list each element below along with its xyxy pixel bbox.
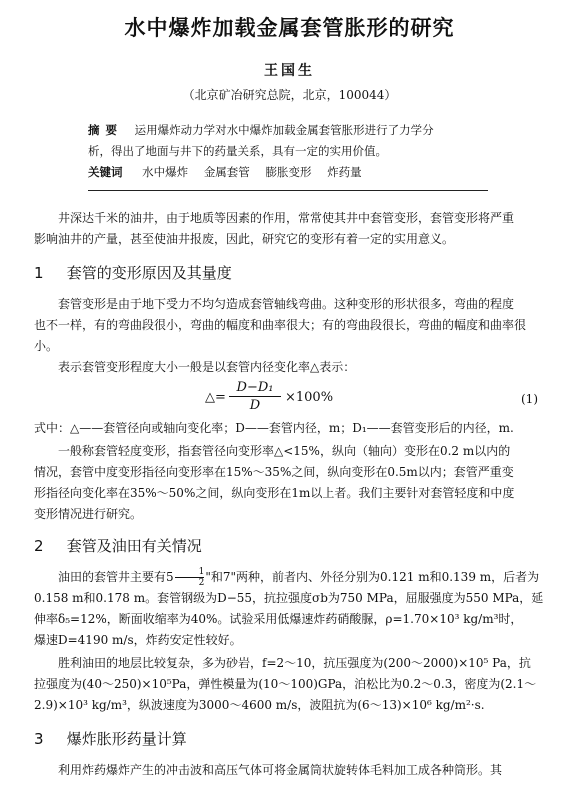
keyword-item: 膨胀变形: [265, 165, 312, 179]
s2-p2-line-1: 胜利油田的地层比较复杂，多为砂岩，f=2～10，抗压强度为(200～2000)×10⁵ Pa，抗: [58, 656, 531, 670]
section-1-heading: [34, 262, 232, 283]
equation-fraction: [229, 380, 281, 413]
s1-p3-line-1: 一般称套管轻度变形，指套管径向变形率△<15%，纵向（轴向）变形在0.2 m以内的: [58, 444, 511, 458]
s2-p1-line-1-b: "和7"两种，前者内、外径分别为0.121 m和0.139 m，后者为: [205, 570, 540, 584]
s1-p2: 表示套管变形程度大小一般是以套管内径变化率△表示：: [58, 360, 356, 374]
section-number: 3: [34, 730, 44, 748]
s1-p1-line-3: 小。: [34, 339, 59, 353]
author-name: 王国生: [264, 63, 315, 79]
s1-p3-line-4: 变形情况进行研究。: [34, 507, 143, 521]
keywords-label: 关键词: [88, 165, 123, 179]
author-affiliation: （北京矿冶研究总院，北京，100044）: [182, 88, 397, 102]
section-2-heading: [34, 535, 202, 556]
s2-p2-line-2: 拉强度为(40～250)×10⁵Pa，弹性模量为(10～100)GPa，泊松比为0.2～0.3，密度为(2.1～: [34, 677, 537, 691]
abstract-label: 摘要: [88, 123, 123, 137]
s2-p1-line-4: 爆速D=4190 m/s，炸药安定性较好。: [34, 633, 242, 647]
s2-p2-line-3: 2.9)×10³ kg/m³，纵波速度为3000～4600 m/s，波阻抗为(6～13)×10⁶ kg/m²·s.: [34, 698, 485, 712]
abstract-text-1: 运用爆炸动力学对水中爆炸加载金属套管胀形进行了力学分: [134, 123, 434, 137]
keyword-item: 水中爆炸: [142, 165, 189, 179]
abstract-line-2: 析，得出了地面与井下的药量关系，具有一定的实用价值。: [88, 144, 387, 158]
fraction-bar: [229, 396, 281, 397]
intro-line-2: 影响油井的产量，甚至使油井报废，因此，研究它的变形有着一定的实用意义。: [34, 232, 455, 246]
equation-denominator: D: [249, 398, 261, 413]
equation-numerator: D−D₁: [236, 380, 274, 395]
section-number: 2: [34, 537, 44, 555]
section-title: 爆炸胀形药量计算: [66, 730, 187, 748]
keyword-item: 炸药量: [327, 165, 362, 179]
abstract-divider: [88, 190, 488, 191]
intro-line-1: 井深达千米的油井，由于地质等因素的作用，常常使其井中套管变形，套管变形将严重: [58, 211, 515, 225]
equation-number: (1): [521, 392, 538, 406]
keyword-item: 金属套管: [203, 165, 250, 179]
paper-title: 水中爆炸加载金属套管胀形的研究: [124, 16, 455, 40]
section-title: 套管的变形原因及其量度: [66, 264, 232, 282]
s1-p1-line-2: 也不一样，有的弯曲段很小，弯曲的幅度和曲率很大；有的弯曲段很长，弯曲的幅度和曲率很: [34, 318, 527, 332]
inline-fraction: [175, 567, 205, 588]
section-title: 套管及油田有关情况: [66, 537, 202, 555]
s2-p1-line-3: 伸率δ₅=12%，断面收缩率为40%。试验采用低爆速炸药硝酸脲，ρ=1.70×10³ kg/m³时，: [34, 612, 523, 626]
s1-p1-line-1: 套管变形是由于地下受力不均匀造成套管轴线弯曲。这种变形的形状很多，弯曲的程度: [58, 297, 515, 311]
inline-fraction-den: 2: [198, 578, 205, 588]
s2-p1-line-2: 0.158 m和0.178 m。套管钢级为D−55，抗拉强度σb为750 MPa，屈服强度为550 MPa，延: [34, 591, 544, 605]
s2-p1-line-1-a: 油田的套管井主要有5: [58, 570, 174, 584]
keywords: [88, 162, 528, 183]
s1-p3-line-2: 情况，套管中度变形指径向变形率在15%～35%之间，纵向变形在0.5m以内；套管严重变: [34, 465, 514, 479]
equation-tail: ×100%: [285, 390, 334, 405]
section-3-heading: [34, 728, 187, 749]
inline-fraction-num: 1: [198, 567, 205, 577]
s2-p1-line-1: [34, 567, 550, 588]
s3-p1-line-1: 利用炸药爆炸产生的冲击波和高压气体可将金属筒状旋转体毛料加工成各种筒形。其: [58, 763, 503, 777]
section-number: 1: [34, 264, 44, 282]
equation-1: [205, 378, 405, 418]
abstract-line-1: [88, 120, 528, 141]
where-line: 式中：△——套管径向或轴向变化率；D——套管内径，m；D₁——套管变形后的内径，m.: [34, 421, 514, 435]
equation-lhs: △=: [205, 390, 226, 405]
s1-p3-line-3: 形指径向变化率在35%～50%之间，纵向变形在1m以上者。我们主要针对套管轻度和中度: [34, 486, 515, 500]
